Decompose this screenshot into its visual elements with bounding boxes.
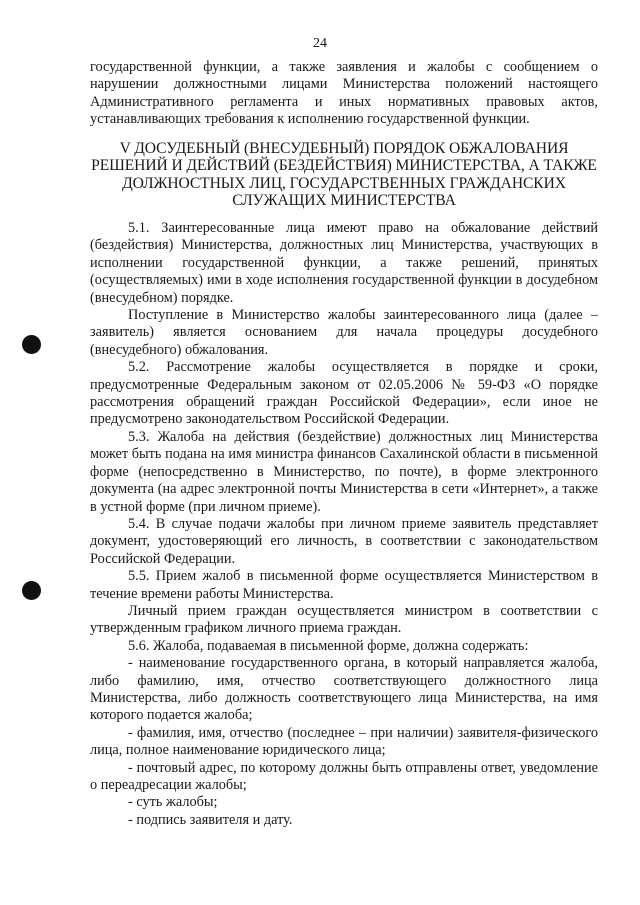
- list-item: - наименование государственного органа, в который направляется жалоба, либо фамилию, имя, отчество соответствующего должностного лица Министерства, либо должность соответствующего лица Министерства, на имя которого подается жалоба;: [90, 655, 598, 724]
- list-item: - подпись заявителя и дату.: [128, 811, 293, 828]
- list-item: - фамилия, имя, отчество (последнее – при наличии) заявителя-физического лица, полное наименование юридического лица;: [90, 724, 598, 759]
- document-body: [90, 59, 598, 829]
- intro-paragraph: государственной функции, а также заявления и жалобы с сообщением о нарушении должностными лицами Министерства положений настоящего Административного регламента и иных нормативных правовых актов, устанавливающих требования к исполнению государственной функции.: [90, 59, 598, 128]
- binder-hole-mark: [22, 335, 41, 354]
- page-number: 24: [313, 36, 327, 51]
- binder-hole-mark: [22, 581, 41, 600]
- paragraph: 5.1. Заинтересованные лица имеют право на обжалование действий (бездействия) Министерства, должностных лиц Министерства, участвующих в исполнении государственной функции, а также решений, принятых (осуществляемых) ими в ходе исполнения государственной функции в досудебном (внесудебном) порядке.: [90, 220, 598, 306]
- paragraph: Личный прием граждан осуществляется министром в соответствии с утвержденным графиком личного приема граждан.: [90, 602, 598, 637]
- paragraph: 5.2. Рассмотрение жалобы осуществляется в порядке и сроки, предусмотренные Федеральным законом от 02.05.2006 № 59-ФЗ «О порядке рассмотрения обращений граждан Российской Федерации», если иное не предусмотрено законодательством Российской Федерации.: [90, 359, 598, 428]
- list-item: - почтовый адрес, по которому должны быть отправлены ответ, уведомление о переадресации жалобы;: [90, 759, 598, 793]
- paragraph: 5.4. В случае подачи жалобы при личном приеме заявитель представляет документ, удостоверяющий его личность, в соответствии с законодательством Российской Федерации.: [90, 515, 598, 567]
- paragraph: 5.5. Прием жалоб в письменной форме осуществляется Министерством в течение времени работы Министерства.: [90, 568, 598, 602]
- paragraph: 5.6. Жалоба, подаваемая в письменной форме, должна содержать:: [128, 637, 529, 654]
- section-heading: V ДОСУДЕБНЫЙ (ВНЕСУДЕБНЫЙ) ПОРЯДОК ОБЖАЛОВАНИЯ РЕШЕНИЙ И ДЕЙСТВИЙ (БЕЗДЕЙСТВИЯ) МИНИСТЕРСТВА, А ТАКЖЕ ДОЛЖНОСТНЫХ ЛИЦ, ГОСУДАРСТВЕННЫХ ГРАЖДАНСКИХ СЛУЖАЩИХ МИНИСТЕРСТВА: [91, 139, 597, 210]
- paragraph: Поступление в Министерство жалобы заинтересованного лица (далее – заявитель) является основанием для начала процедуры досудебного (внесудебного) обжалования.: [90, 307, 598, 358]
- paragraph: 5.3. Жалоба на действия (бездействие) должностных лиц Министерства может быть подана на имя министра финансов Сахалинской области в письменной форме (непосредственно в Министерство, по почте), в форме электронного документа (на адрес электронной почты Министерства в сети «Интернет», а также в устной форме (при личном приеме).: [90, 428, 598, 515]
- list-item: - суть жалобы;: [128, 794, 218, 811]
